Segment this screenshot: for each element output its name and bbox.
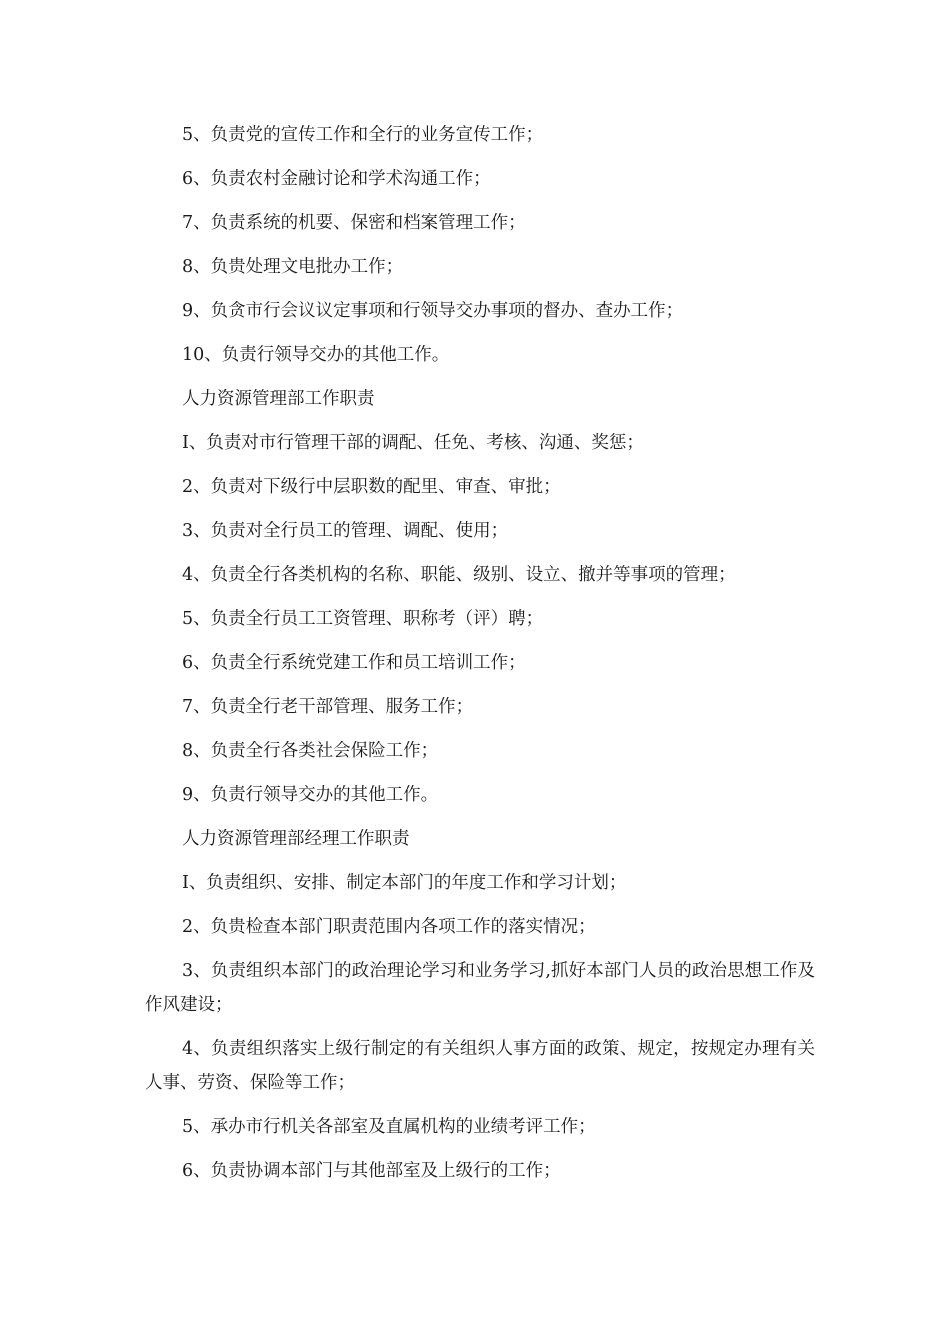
paragraph-16: 9、负责行领导交办的其他工作。 <box>182 785 439 805</box>
paragraph-1: 5、负责党的宣传工作和全行的业务宣传工作； <box>182 125 544 145</box>
paragraph-12: 5、负责全行员工工资管理、职称考（评）聘； <box>182 609 544 629</box>
section-heading-hr-manager-duties: 人力资源管理部经理工作职责 <box>182 829 410 849</box>
paragraph-8: I、负责对市行管理干部的调配、任免、考核、沟通、奖惩； <box>182 433 644 453</box>
paragraph-13: 6、负责全行系统党建工作和员工培训工作； <box>182 653 526 673</box>
paragraph-14: 7、负责全行老干部管理、服务工作； <box>182 697 474 717</box>
paragraph-15: 8、负责全行各类社会保险工作； <box>182 741 439 761</box>
paragraph-5: 9、负贪市行会议议定事项和行领导交办事项的督办、查办工作； <box>182 301 684 321</box>
paragraph-20: 3、负责组织本部门的政治理论学习和业务学习,抓好本部门人员的政治思想工作及作风建设； <box>145 961 815 1015</box>
section-heading-hr-duties: 人力资源管理部工作职责 <box>182 389 375 409</box>
paragraph-23: 6、负责协调本部门与其他部室及上级行的工作； <box>182 1161 561 1181</box>
paragraph-2: 6、负责农村金融讨论和学术沟通工作； <box>182 169 491 189</box>
paragraph-22: 5、承办市行机关各部室及直属机构的业绩考评工作； <box>182 1117 596 1137</box>
paragraph-21: 4、负责组织落实上级行制定的有关组织人事方面的政策、规定，按规定办理有关人事、劳资、保险等工作； <box>145 1039 815 1093</box>
paragraph-9: 2、负责对下级行中层职数的配里、审查、审批； <box>182 477 561 497</box>
paragraph-10: 3、负责对全行员工的管理、调配、使用； <box>182 521 509 541</box>
paragraph-6: 10、负责行领导交办的其他工作。 <box>182 345 450 365</box>
paragraph-3: 7、负责系统的机要、保密和档案管理工作； <box>182 213 526 233</box>
paragraph-4: 8、负贵处理文电批办工作； <box>182 257 404 277</box>
document-body <box>145 118 815 1198</box>
paragraph-19: 2、负贵检查本部门职责范围内各项工作的落实情况； <box>182 917 596 937</box>
paragraph-18: I、负责组织、安排、制定本部门的年度工作和学习计划； <box>182 873 627 893</box>
paragraph-11: 4、负责全行各类机构的名称、职能、级别、设立、撤并等事项的管理； <box>182 565 736 585</box>
